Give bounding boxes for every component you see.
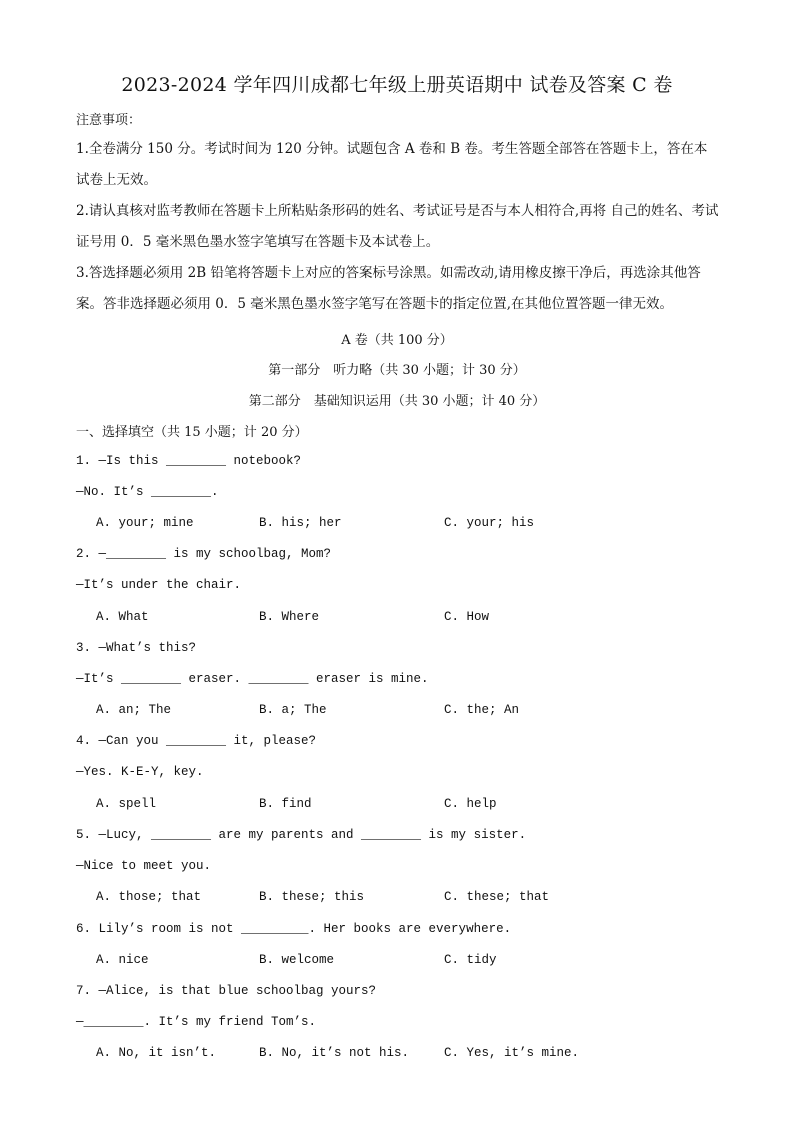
question-1-option-b: B. his; her <box>259 516 342 530</box>
question-3-line-1: 3. —What’s this? <box>76 641 197 655</box>
question-6-option-a: A. nice <box>96 953 149 967</box>
question-4-option-b: B. find <box>259 797 312 811</box>
question-3-line-2: —It’s ________ eraser. ________ eraser is mine. <box>76 672 429 686</box>
question-4-option-a: A. spell <box>96 797 157 811</box>
question-3-option-c: C. the; An <box>444 703 520 717</box>
note-item-3: 3.答选择题必须用 2B 铅笔将答题卡上对应的答案标号涂黑。如需改动,请用橡皮擦干净后，再选涂其他答案。答非选择题必须用 0．5 毫米黑色墨水签字笔写在答题卡的指定位置,在其他位置答题一律无效。 <box>76 265 701 312</box>
question-1-option-c: C. your; his <box>444 516 535 530</box>
question-7-option-b: B. No, it’s not his. <box>259 1046 410 1060</box>
question-2-line-1: 2. —________ is my schoolbag, Mom? <box>76 547 332 561</box>
question-7-line-1: 7. —Alice, is that blue schoolbag yours? <box>76 984 377 998</box>
question-7-line-2: —________. It’s my friend Tom’s. <box>76 1015 317 1029</box>
question-6-option-c: C. tidy <box>444 953 497 967</box>
note-item-2: 2.请认真核对监考教师在答题卡上所粘贴条形码的姓名、考试证号是否与本人相符合,再将 自己的姓名、考试证号用 0．5 毫米黑色墨水签字笔填写在答题卡及本试卷上。 <box>76 203 719 250</box>
notes-heading: 注意事项： <box>76 113 142 128</box>
question-1-option-a: A. your; mine <box>96 516 194 530</box>
question-5-option-b: B. these; this <box>259 890 365 904</box>
question-2-option-b: B. Where <box>259 610 320 624</box>
question-3-option-b: B. a; The <box>259 703 327 717</box>
question-6-option-b: B. welcome <box>259 953 335 967</box>
question-2-option-a: A. What <box>96 610 149 624</box>
page-title: 2023-2024 学年四川成都七年级上册英语期中 试卷及答案 C 卷 <box>121 74 673 96</box>
question-5-line-2: —Nice to meet you. <box>76 859 212 873</box>
volume-a-heading: A 卷（共 100 分） <box>341 333 453 348</box>
question-2-line-2: —It’s under the chair. <box>76 578 242 592</box>
part1-heading: 第一部分 听力略（共 30 小题；计 30 分） <box>268 363 526 378</box>
question-4-line-1: 4. —Can you ________ it, please? <box>76 734 317 748</box>
question-5-line-1: 5. —Lucy, ________ are my parents and ________ is my sister. <box>76 828 527 842</box>
question-1-line-2: —No. It’s ________. <box>76 485 219 499</box>
question-4-line-2: —Yes. K-E-Y, key. <box>76 765 204 779</box>
question-4-option-c: C. help <box>444 797 497 811</box>
note-item-1: 1.全卷满分 150 分。考试时间为 120 分钟。试题包含 A 卷和 B 卷。考生答题全部答在答题卡上，答在本试卷上无效。 <box>76 141 708 188</box>
part2-heading: 第二部分 基础知识运用（共 30 小题；计 40 分） <box>248 394 546 409</box>
question-7-option-a: A. No, it isn’t. <box>96 1046 217 1060</box>
question-2-option-c: C. How <box>444 610 490 624</box>
question-1-line-1: 1. —Is this ________ notebook? <box>76 454 302 468</box>
question-3-option-a: A. an; The <box>96 703 172 717</box>
question-5-option-a: A. those; that <box>96 890 202 904</box>
subsection-heading: 一、选择填空（共 15 小题；计 20 分） <box>76 425 308 440</box>
question-7-option-c: C. Yes, it’s mine. <box>444 1046 580 1060</box>
question-6-line-1: 6. Lily’s room is not _________. Her books are everywhere. <box>76 922 512 936</box>
question-5-option-c: C. these; that <box>444 890 550 904</box>
